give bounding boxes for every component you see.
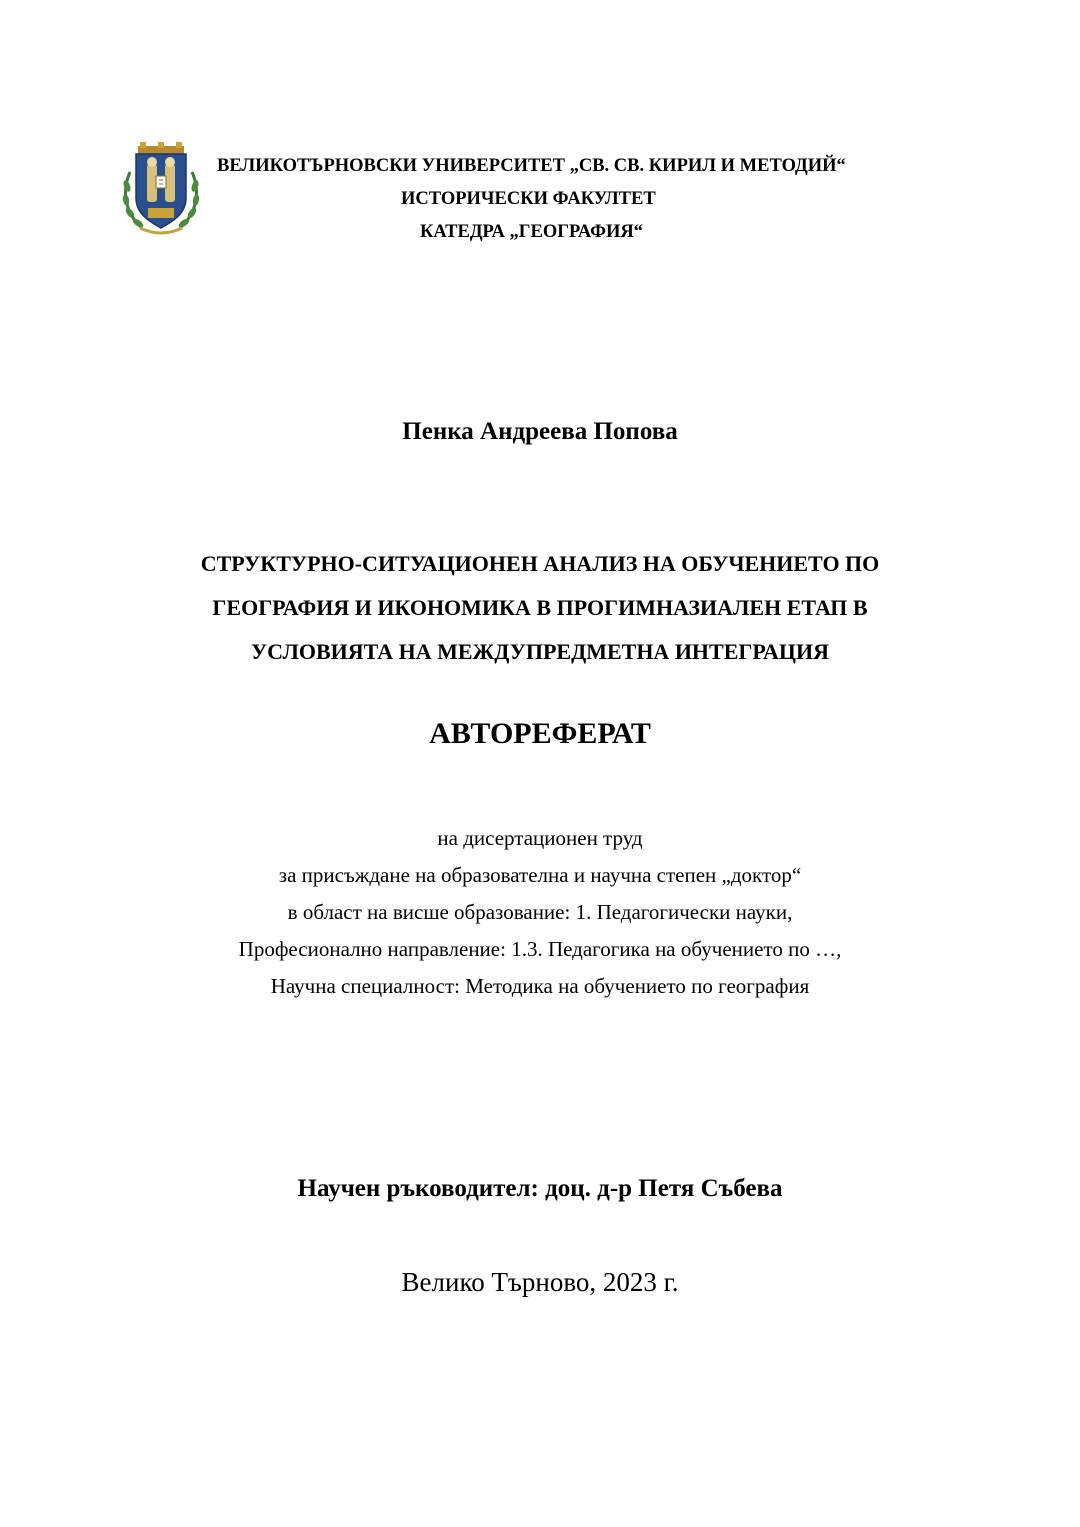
university-crest-icon [120, 142, 202, 238]
title-line: УСЛОВИЯТА НА МЕЖДУПРЕДМЕТНА ИНТЕГРАЦИЯ [250, 639, 830, 664]
title-line: СТРУКТУРНО-СИТУАЦИОНЕН АНАЛИЗ НА ОБУЧЕНИЕТО ПО [200, 551, 880, 576]
faculty-name: ИСТОРИЧЕСКИ ФАКУЛТЕТ [401, 189, 656, 209]
dissertation-title [0, 542, 1080, 674]
title-line: ГЕОГРАФИЯ И ИКОНОМИКА В ПРОГИМНАЗИАЛЕН ЕТАП В [212, 595, 868, 620]
description-line: в област на висше образование: 1. Педагогически науки, [287, 900, 793, 924]
department-name: КАТЕДРА „ГЕОГРАФИЯ“ [420, 222, 644, 242]
document-type-heading: АВТОРЕФЕРАТ [429, 717, 651, 750]
description-line: Професионално направление: 1.3. Педагогика на обучението по …, [238, 937, 842, 961]
description-line: на дисертационен труд [437, 826, 643, 850]
university-name: ВЕЛИКОТЪРНОВСКИ УНИВЕРСИТЕТ „СВ. СВ. КИРИЛ И МЕТОДИЙ“ [217, 156, 846, 176]
institution-header [200, 150, 1080, 249]
degree-description [0, 820, 1080, 1005]
place-and-year: Велико Търново, 2023 г. [401, 1267, 679, 1297]
description-line: Научна специалност: Методика на обучението по география [270, 974, 810, 998]
scientific-supervisor: Научен ръководител: доц. д-р Петя Събева [297, 1175, 783, 1202]
description-line: за присъждане на образователна и научна степен „доктор“ [278, 863, 802, 887]
author-name: Пенка Андреева Попова [402, 418, 678, 445]
